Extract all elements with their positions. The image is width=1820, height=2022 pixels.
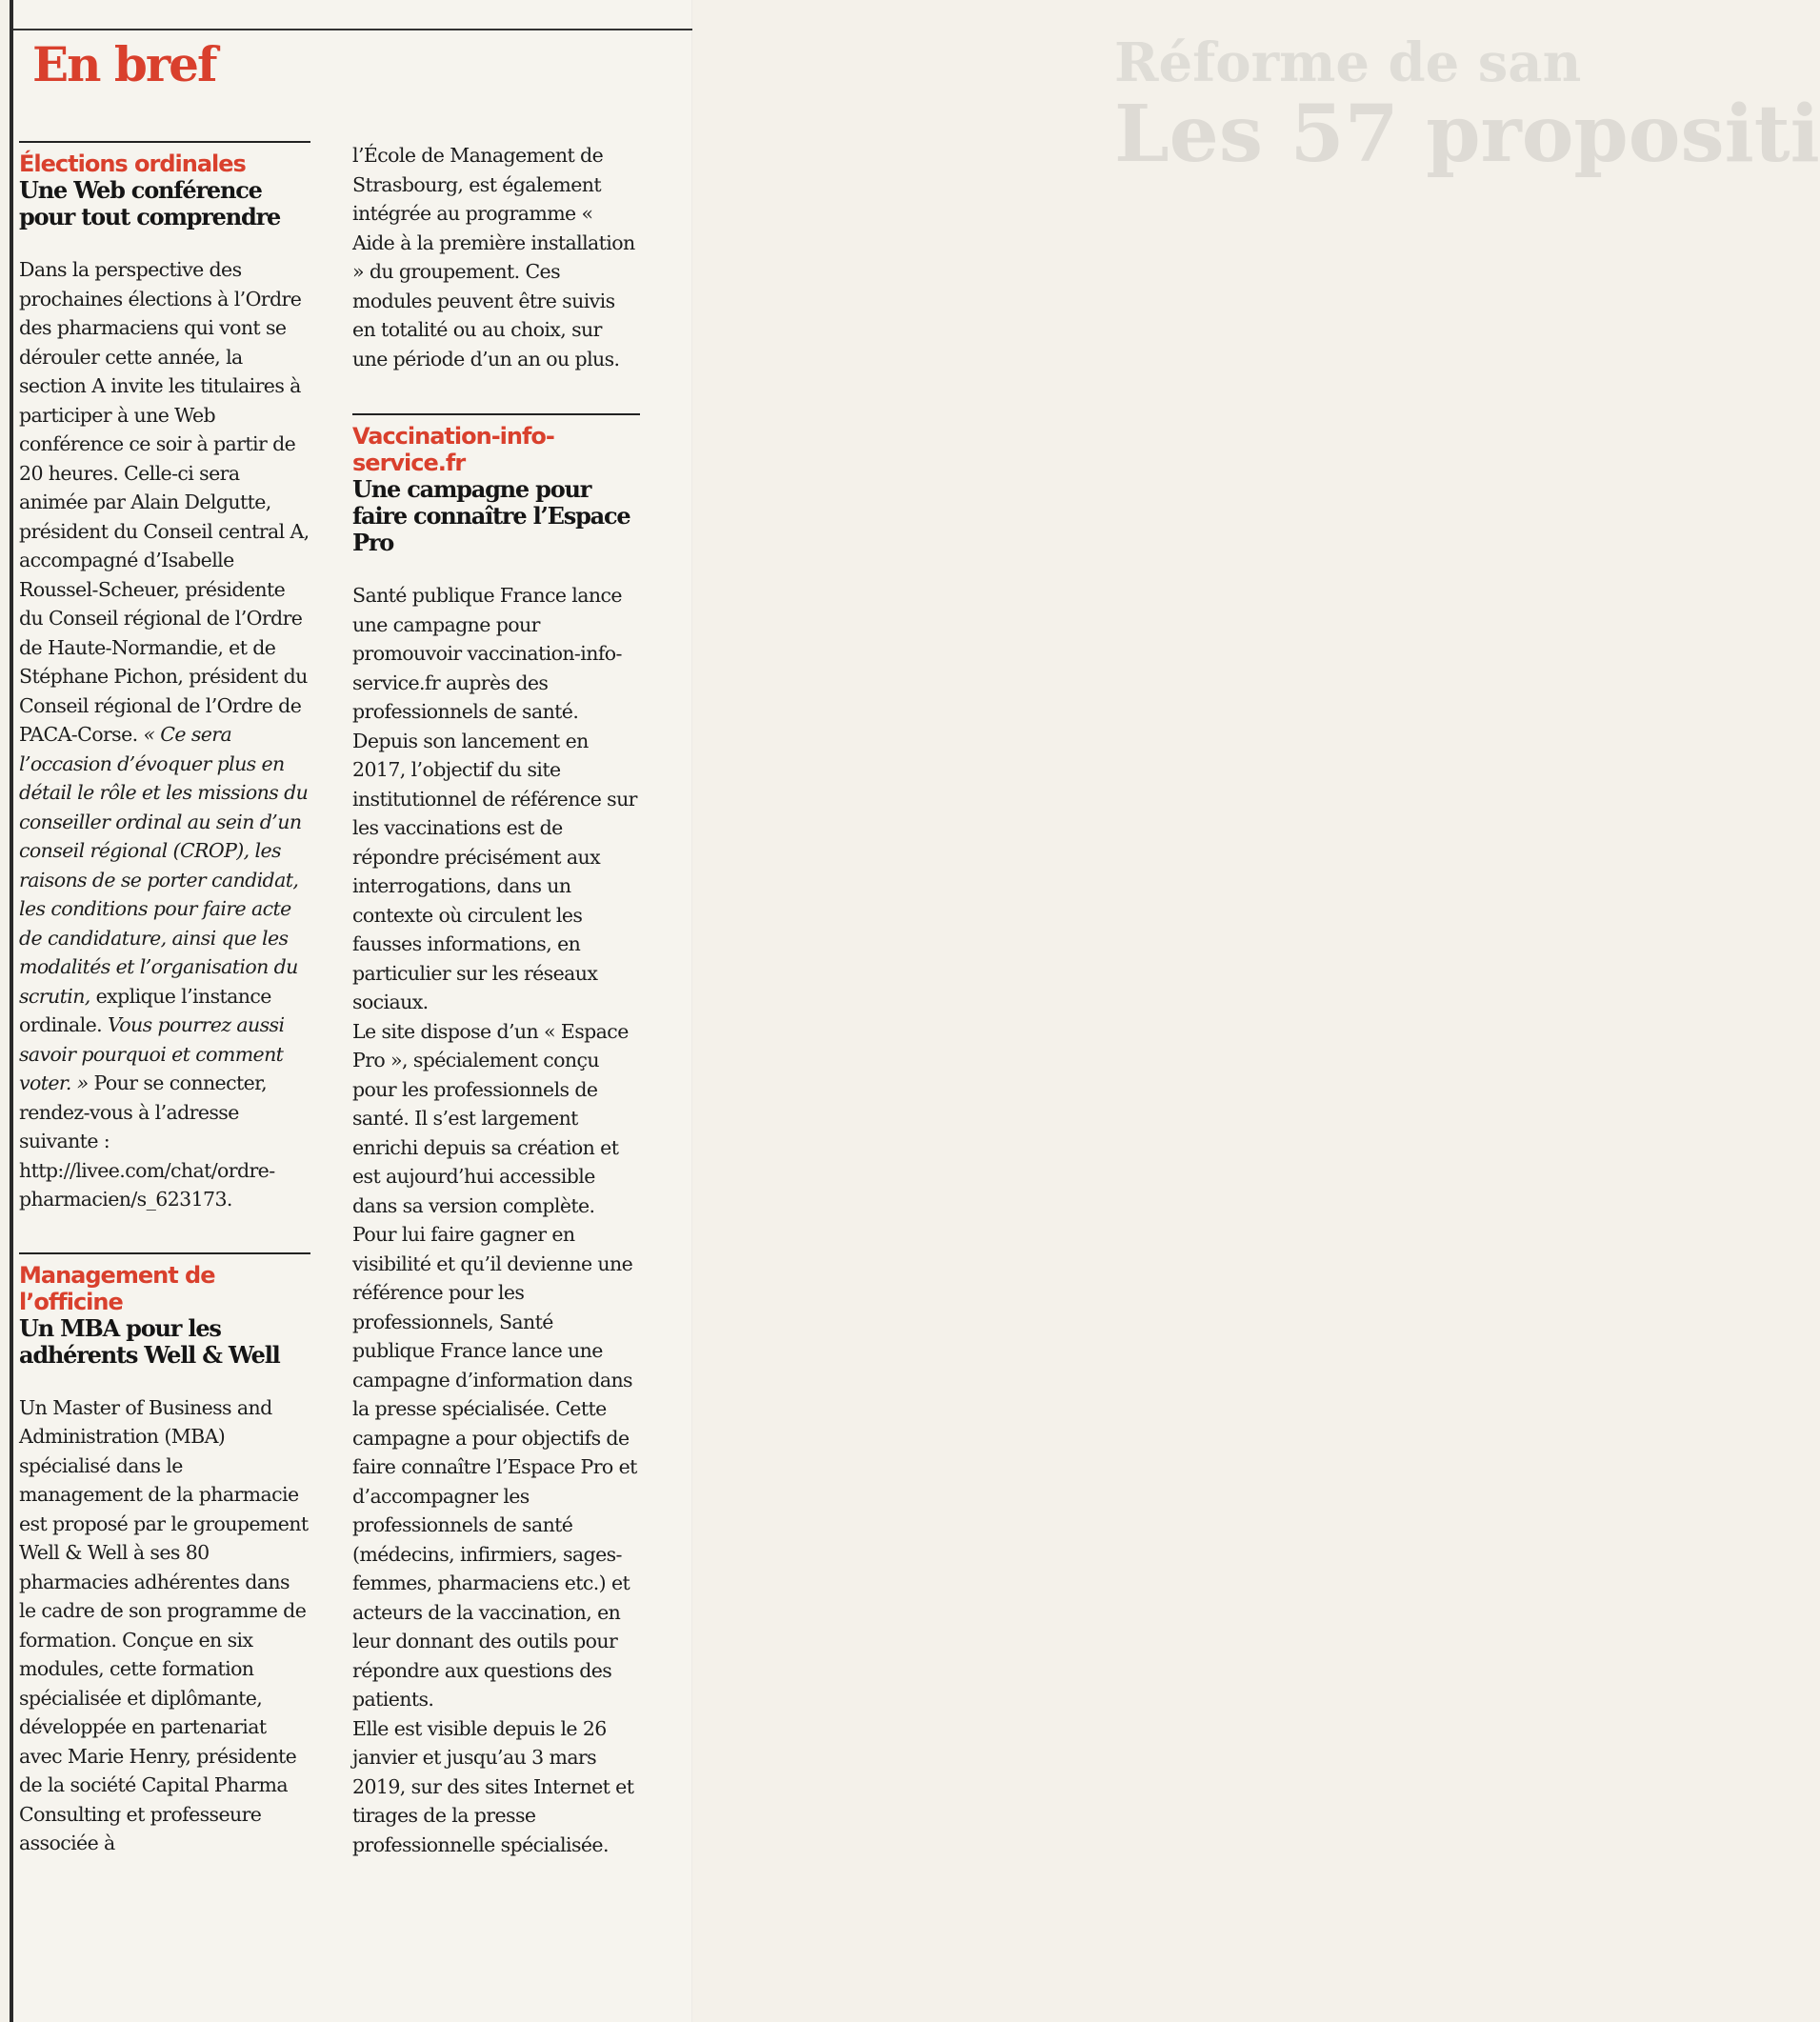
article-text: Le site dispose d’un « Espace Pro », spécialement conçu pour les professionnels de santé. Il s’est largement enrichi depuis sa création et est aujourd’hui accessible dans sa version complète. Pour lui faire gagner en visibilité et qu’il devienne une référence pour les professionnels, Santé publique France lance une campagne d’information dans la presse spécialisée. Cette campagne a pour objectifs de faire connaître l’Espace Pro et d’accompagner les professionnels de santé (médecins, infirmiers, sages-femmes, pharmaciens etc.) et acteurs de la vaccination, en leur donnant des outils pour répondre aux questions des patients. [352, 1019, 637, 1711]
article-body [19, 1393, 310, 1858]
article-quote: « Ce sera l’occasion d’évoquer plus en détail le rôle et les missions du conseiller ordinal au sein d’un conseil régional (CROP), les raisons de se porter candidat, les conditions pour faire acte de candidature, ainsi que les modalités et l’organisation du scrutin, [19, 723, 309, 1008]
section-title: En bref [32, 36, 216, 92]
article-text-mid: explique l’instance ordinale. [19, 984, 271, 1036]
article-text: Dans la perspective des prochaines élections à l’Ordre des pharmaciens qui vont se dérouler cette année, la section A invite les titulaires à participer à une Web conférence ce soir à partir de 20 heures. Celle-ci sera animée par Alain Delgutte, président du Conseil central A, accompagné d’Isabelle Roussel-Scheuer, présidente du Conseil régional de l’Ordre de Haute-Normandie, et de Stéphane Pichon, président du Conseil régional de l’Ordre de PACA-Corse. [19, 258, 310, 746]
article-headline: Un MBA pour les adhérents Well & Well [19, 1313, 280, 1369]
article-rule [19, 141, 310, 143]
article-body [19, 255, 310, 1214]
article-headline: Une Web conférence pour tout comprendre [19, 176, 281, 230]
article-rule [19, 1252, 310, 1254]
article-text: Elle est visible depuis le 26 janvier et jusqu’au 3 mars 2019, sur des sites Internet et tirages de la presse professionnelle spécialisée. [352, 1716, 634, 1856]
article-kicker: Vaccination-info-service.fr [352, 423, 554, 476]
article-kicker: Élections ordinales [19, 150, 246, 177]
article-continuation [352, 141, 640, 373]
right-column [352, 141, 640, 1859]
left-margin-bar [10, 0, 13, 2022]
article-link-text: Pour se connecter, rendez-vous à l’adresse suivante : http://livee.com/chat/ordre-pharmacien/s_623173. [19, 1071, 275, 1211]
adjacent-headline-2: Les 57 propositi [1114, 89, 1820, 180]
left-column [19, 141, 310, 1858]
article-quote-2: Vous pourrez aussi savoir pourquoi et comment voter. » [19, 1013, 285, 1094]
article-text: Santé publique France lance une campagne pour promouvoir vaccination-info-service.fr auprès des professionnels de santé. Depuis son lancement en 2017, l’objectif du site institutionnel de référence sur les vaccinations est de répondre précisément aux interrogations, dans un contexte où circulent les fausses informations, en particulier sur les réseaux sociaux. [352, 584, 637, 1013]
article-text: Un Master of Business and Administration (MBA) spécialisé dans le management de la pharmacie est proposé par le groupement Well & Well à ses 80 pharmacies adhérentes dans le cadre de son programme de formation. Conçue en six modules, cette formation spécialisée et diplômante, développée en partenariat avec Marie Henry, présidente de la société Capital Pharma Consulting et professeure associée à [19, 1395, 309, 1854]
article-body [352, 581, 640, 1859]
adjacent-headline-1: Réforme de san [1114, 31, 1582, 94]
article-headline: Une campagne pour faire connaître l’Espace Pro [352, 475, 630, 556]
article-text: l’École de Management de Strasbourg, est également intégrée au programme « Aide à la première installation » du groupement. Ces modules peuvent être suivis en totalité ou au choix, sur une période d’un an ou plus. [352, 144, 635, 370]
article-rule [352, 413, 640, 415]
article-kicker: Management de l’officine [19, 1261, 215, 1315]
top-rule [13, 29, 692, 30]
